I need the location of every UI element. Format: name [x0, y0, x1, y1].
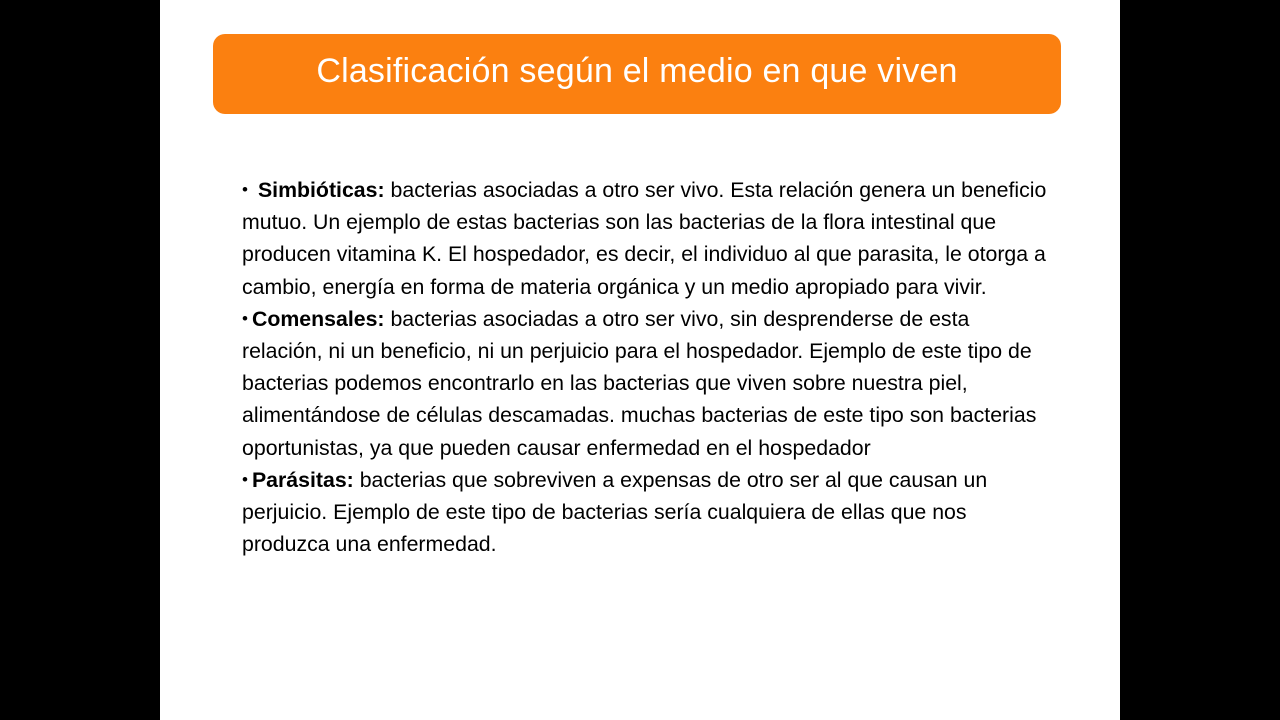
- term-label: Simbióticas:: [257, 178, 385, 202]
- term-label: Comensales:: [251, 306, 385, 331]
- slide-body: [242, 174, 1050, 560]
- slide-title: Clasificación según el medio en que viven: [316, 51, 958, 90]
- bullet-icon: •: [242, 308, 248, 328]
- list-item-parasitas: [242, 464, 1050, 561]
- term-label: Parásitas:: [251, 467, 354, 492]
- title-banner: [213, 34, 1061, 114]
- bullet-icon: •: [242, 180, 248, 199]
- list-item-simbioticas: [242, 174, 1050, 303]
- item-description: bacterias asociadas a otro ser vivo. Esta relación genera un beneficio mutuo. Un ejemplo de estas bacterias son las bacterias de la flora intestinal que producen vitamina K. El hospedador, es decir, el individuo al que parasita, le otorga a cambio, energía en forma de materia orgánica y un medio apropiado para vivir.: [242, 178, 1047, 299]
- item-description: bacterias que sobreviven a expensas de otro ser al que causan un perjuicio. Ejemplo de este tipo de bacterias sería cualquiera de ellas que nos produzca una enfermedad.: [242, 467, 988, 557]
- item-description: bacterias asociadas a otro ser vivo, sin desprenderse de esta relación, ni un beneficio, ni un perjuicio para el hospedador. Ejemplo de este tipo de bacterias podemos encontrarlo en las bacterias que viven sobre nuestra piel, alimentándose de células descamadas. muchas bacterias de este tipo son bacterias oportunistas, ya que pueden causar enfermedad en el hospedador: [242, 306, 1037, 460]
- slide: [160, 0, 1120, 720]
- list-item-comensales: [242, 303, 1050, 464]
- bullet-icon: •: [242, 469, 248, 489]
